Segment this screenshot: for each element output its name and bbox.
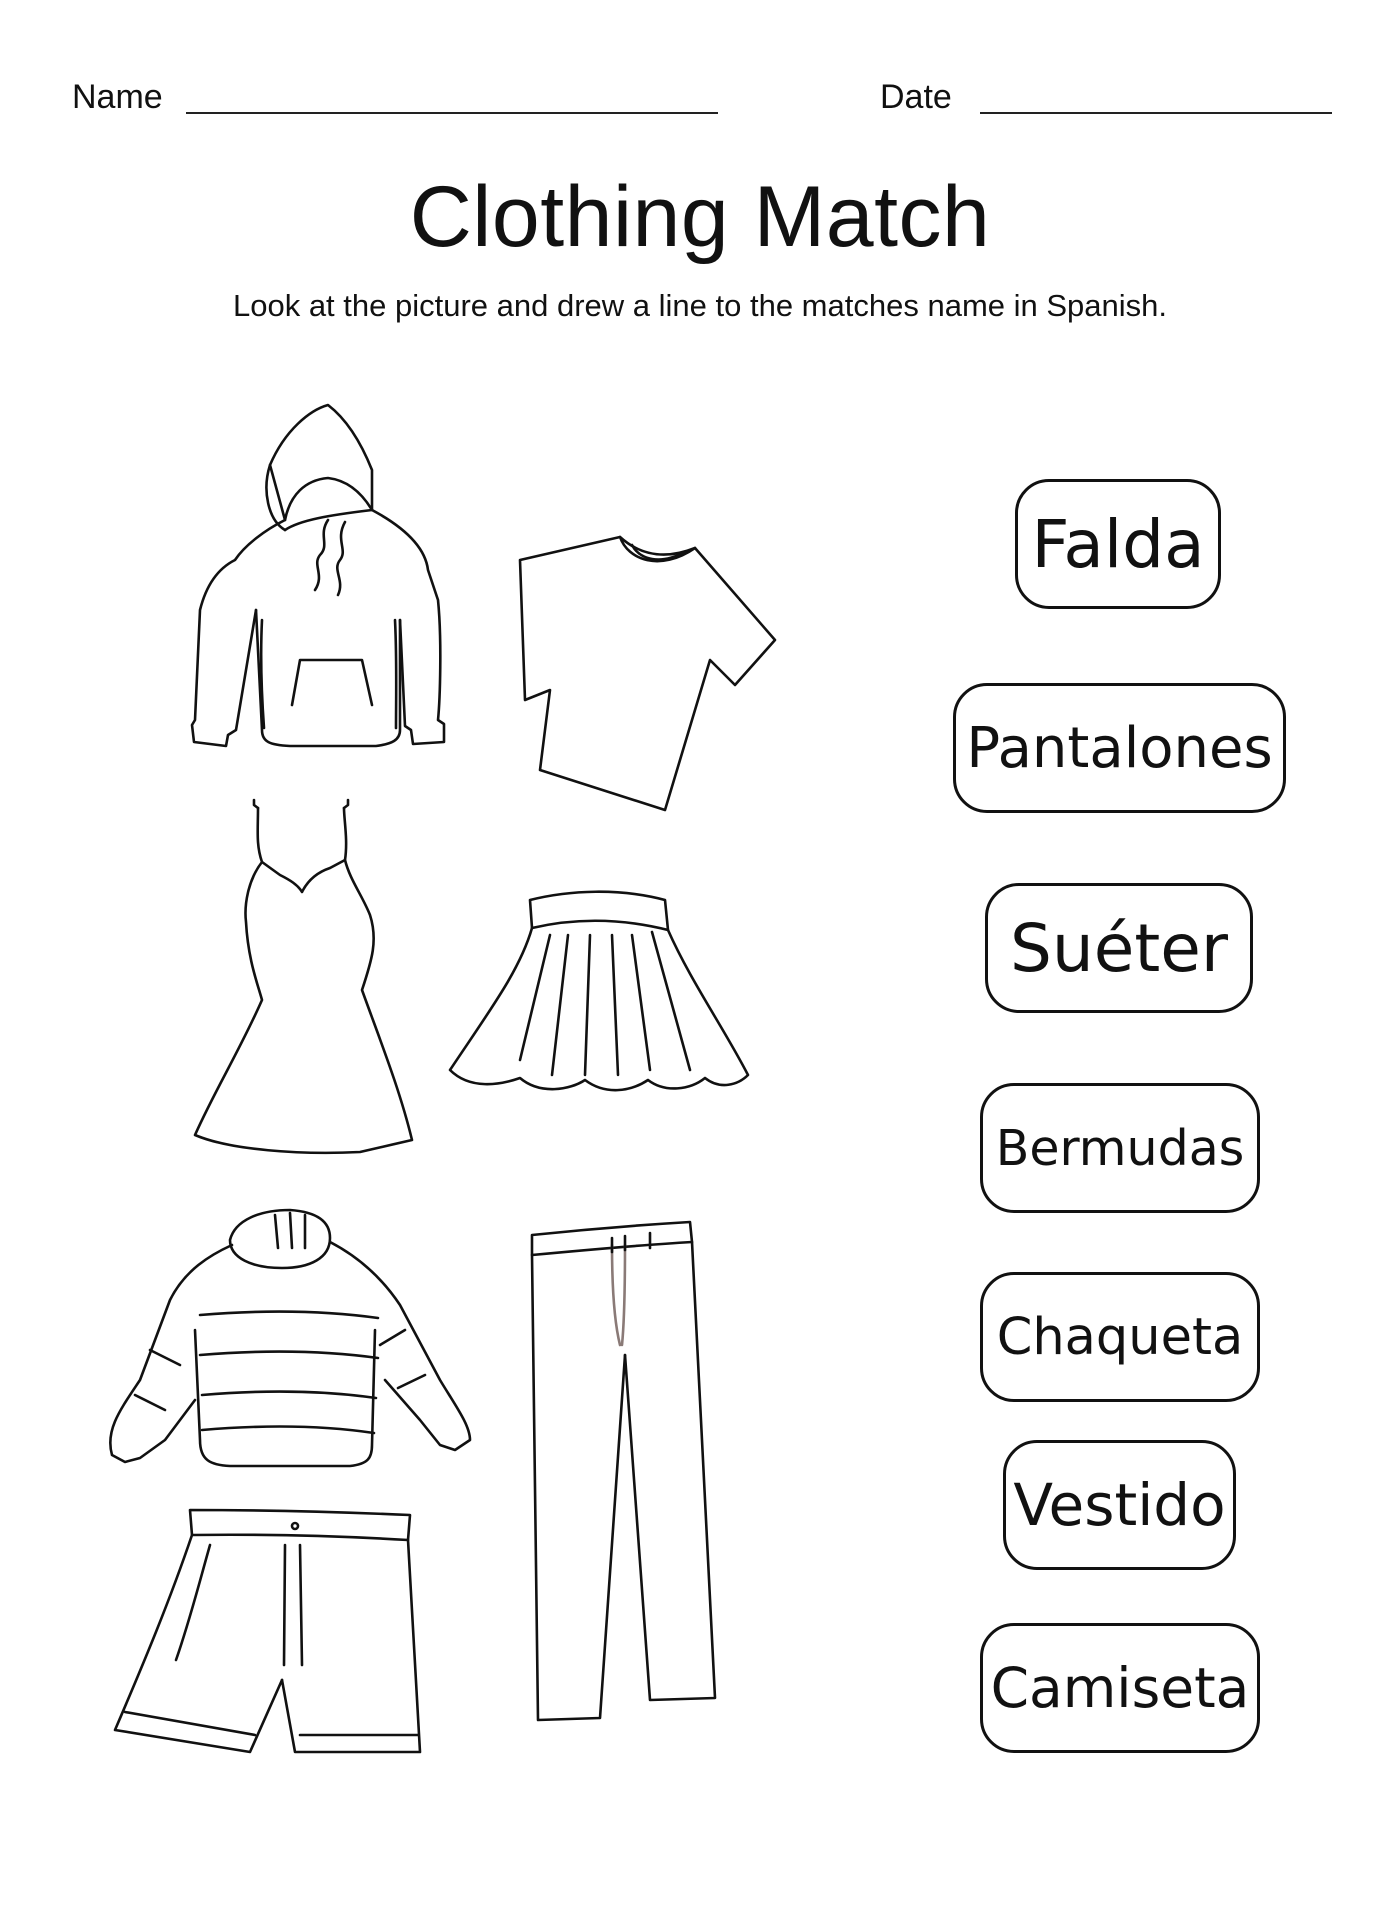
date-label: Date <box>880 78 952 116</box>
word-label: Vestido <box>1013 1471 1226 1539</box>
word-label: Pantalones <box>966 715 1273 781</box>
page-title: Clothing Match <box>409 169 991 265</box>
word-box-sueter[interactable] <box>985 883 1253 1013</box>
hoodie-icon[interactable] <box>192 405 444 746</box>
instructions: Look at the picture and drew a line to the matches name in Spanish. <box>232 288 1167 323</box>
striped-sweater-icon[interactable] <box>110 1210 470 1466</box>
name-label: Name <box>72 78 163 116</box>
word-box-vestido[interactable] <box>1003 1440 1236 1570</box>
shorts-icon[interactable] <box>115 1510 420 1752</box>
word-label: Falda <box>1031 505 1205 583</box>
word-box-falda[interactable] <box>1015 479 1221 609</box>
word-label: Camiseta <box>990 1656 1250 1720</box>
word-label: Bermudas <box>995 1119 1245 1177</box>
t-shirt-icon[interactable] <box>520 537 775 810</box>
word-box-camiseta[interactable] <box>980 1623 1260 1753</box>
word-label: Suéter <box>1010 909 1228 987</box>
skirt-icon[interactable] <box>450 892 748 1090</box>
word-box-pantalones[interactable] <box>953 683 1286 813</box>
pants-icon[interactable] <box>532 1222 715 1720</box>
word-box-bermudas[interactable] <box>980 1083 1260 1213</box>
word-label: Chaqueta <box>996 1307 1244 1367</box>
dress-icon[interactable] <box>195 800 412 1153</box>
word-box-chaqueta[interactable] <box>980 1272 1260 1402</box>
